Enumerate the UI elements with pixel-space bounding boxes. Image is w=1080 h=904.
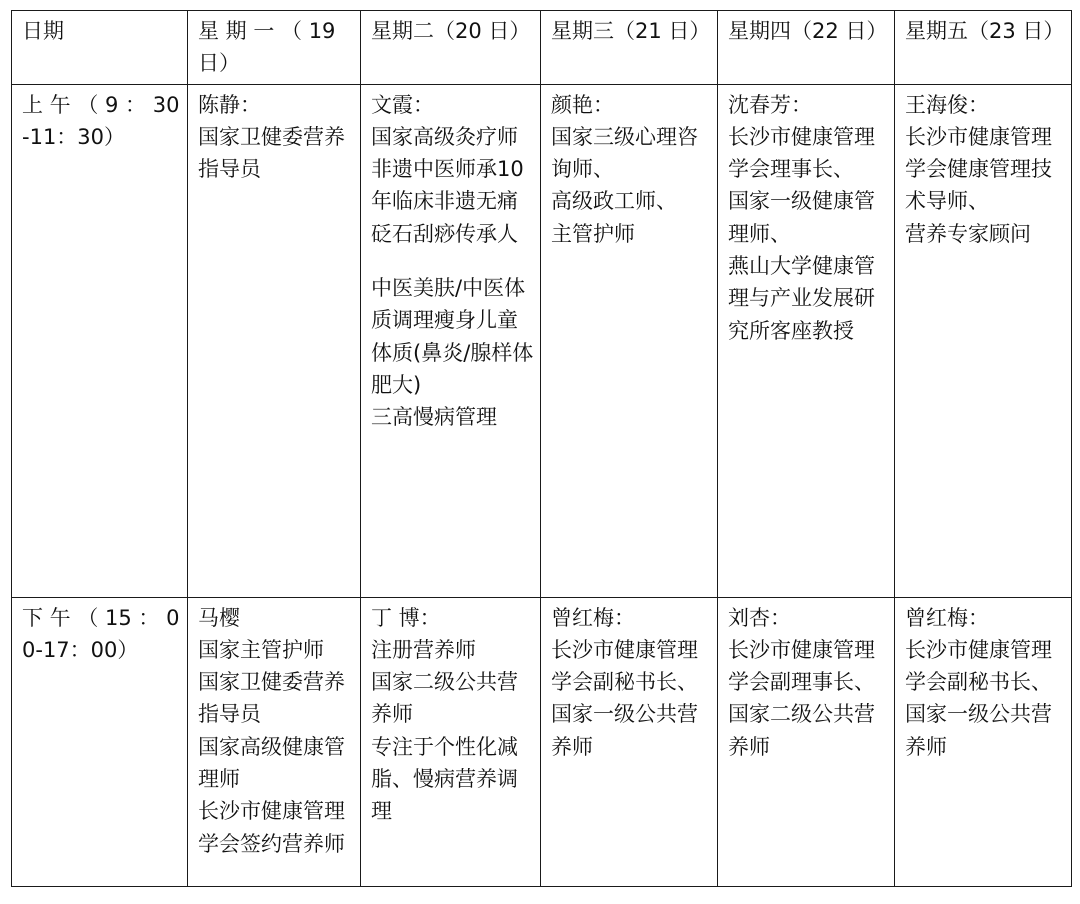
expert-title: 主管护师 [551, 221, 635, 246]
expert-title: 国家高级灸疗师 [371, 124, 518, 149]
spacer [371, 250, 534, 272]
expert-title: 燕山大学健康管理与产业发展研究所客座教授 [728, 254, 875, 343]
expert-name: 颜艳： [551, 92, 614, 117]
day-header-fri: 星期五（23 日） [895, 11, 1072, 85]
day-header-mon: 星 期 一 （ 19 日） [188, 11, 361, 85]
schedule-table [11, 10, 1072, 887]
expert-title: 国家一级健康管理师、 [728, 189, 875, 246]
expert-title: 专注于个性化减脂、慢病营养调理 [371, 734, 518, 824]
expert-title: 国家主管护师 [198, 637, 324, 662]
expert-name: 王海俊： [905, 92, 989, 117]
afternoon-cell-wed [541, 597, 718, 886]
expert-name: 丁 博： [371, 605, 441, 630]
day-header-tue: 星期二（20 日） [361, 11, 541, 85]
expert-title: 长沙市健康管理学会签约营养师 [198, 799, 345, 856]
day-header-wed: 星期三（21 日） [541, 11, 718, 85]
expert-title: 注册营养师 [371, 637, 476, 662]
expert-title: 长沙市健康管理学会副理事长、 [728, 637, 875, 695]
afternoon-cell-thu [718, 597, 895, 886]
expert-specialty: 三高慢病管理 [371, 405, 497, 430]
expert-title: 国家三级心理咨询师、 [551, 124, 698, 182]
expert-name: 马樱 [198, 605, 240, 630]
day-header-thu: 星期四（22 日） [718, 11, 895, 85]
morning-cell-fri [895, 84, 1072, 597]
morning-time-label: 上 午 （ 9 ： 30-11：30） [12, 84, 188, 597]
expert-title: 长沙市健康管理学会理事长、 [728, 124, 875, 182]
morning-row [12, 84, 1072, 597]
expert-name: 曾红梅： [905, 605, 989, 630]
expert-title: 国家一级公共营养师 [551, 702, 698, 759]
expert-title: 高级政工师、 [551, 189, 677, 214]
afternoon-time-label: 下 午 （ 15 ： 00-17：00） [12, 597, 188, 886]
expert-title: 长沙市健康管理学会副秘书长、 [551, 637, 698, 695]
expert-title: 国家高级健康管理师 [198, 734, 345, 792]
expert-title: 长沙市健康管理学会副秘书长、 [905, 637, 1052, 695]
morning-cell-thu [718, 84, 895, 597]
morning-cell-wed [541, 84, 718, 597]
afternoon-cell-mon [188, 597, 361, 886]
expert-title: 国家卫健委营养指导员 [198, 670, 345, 727]
morning-cell-tue [361, 84, 541, 597]
expert-title: 营养专家顾问 [905, 221, 1031, 246]
expert-title: 国家卫健委营养指导员 [198, 124, 345, 182]
header-row [12, 11, 1072, 85]
expert-name: 刘杏： [728, 605, 791, 630]
date-header: 日期 [12, 11, 188, 85]
expert-name: 陈静： [198, 92, 261, 117]
afternoon-cell-fri [895, 597, 1072, 886]
expert-title: 非遗中医师承10 年临床非遗无痛砭石刮痧传承人 [371, 157, 524, 246]
morning-cell-mon [188, 84, 361, 597]
expert-title: 长沙市健康管理学会健康管理技术导师、 [905, 124, 1052, 214]
expert-specialty: 中医美肤/中医体质调理瘦身儿童体质(鼻炎/腺样体肥大) [371, 276, 534, 397]
expert-title: 国家一级公共营养师 [905, 702, 1052, 759]
afternoon-cell-tue [361, 597, 541, 886]
expert-name: 沈春芳： [728, 92, 812, 117]
expert-title: 国家二级公共营养师 [371, 670, 518, 727]
expert-name: 曾红梅： [551, 605, 635, 630]
expert-name: 文霞： [371, 92, 434, 117]
afternoon-row [12, 597, 1072, 886]
expert-title: 国家二级公共营养师 [728, 702, 875, 759]
